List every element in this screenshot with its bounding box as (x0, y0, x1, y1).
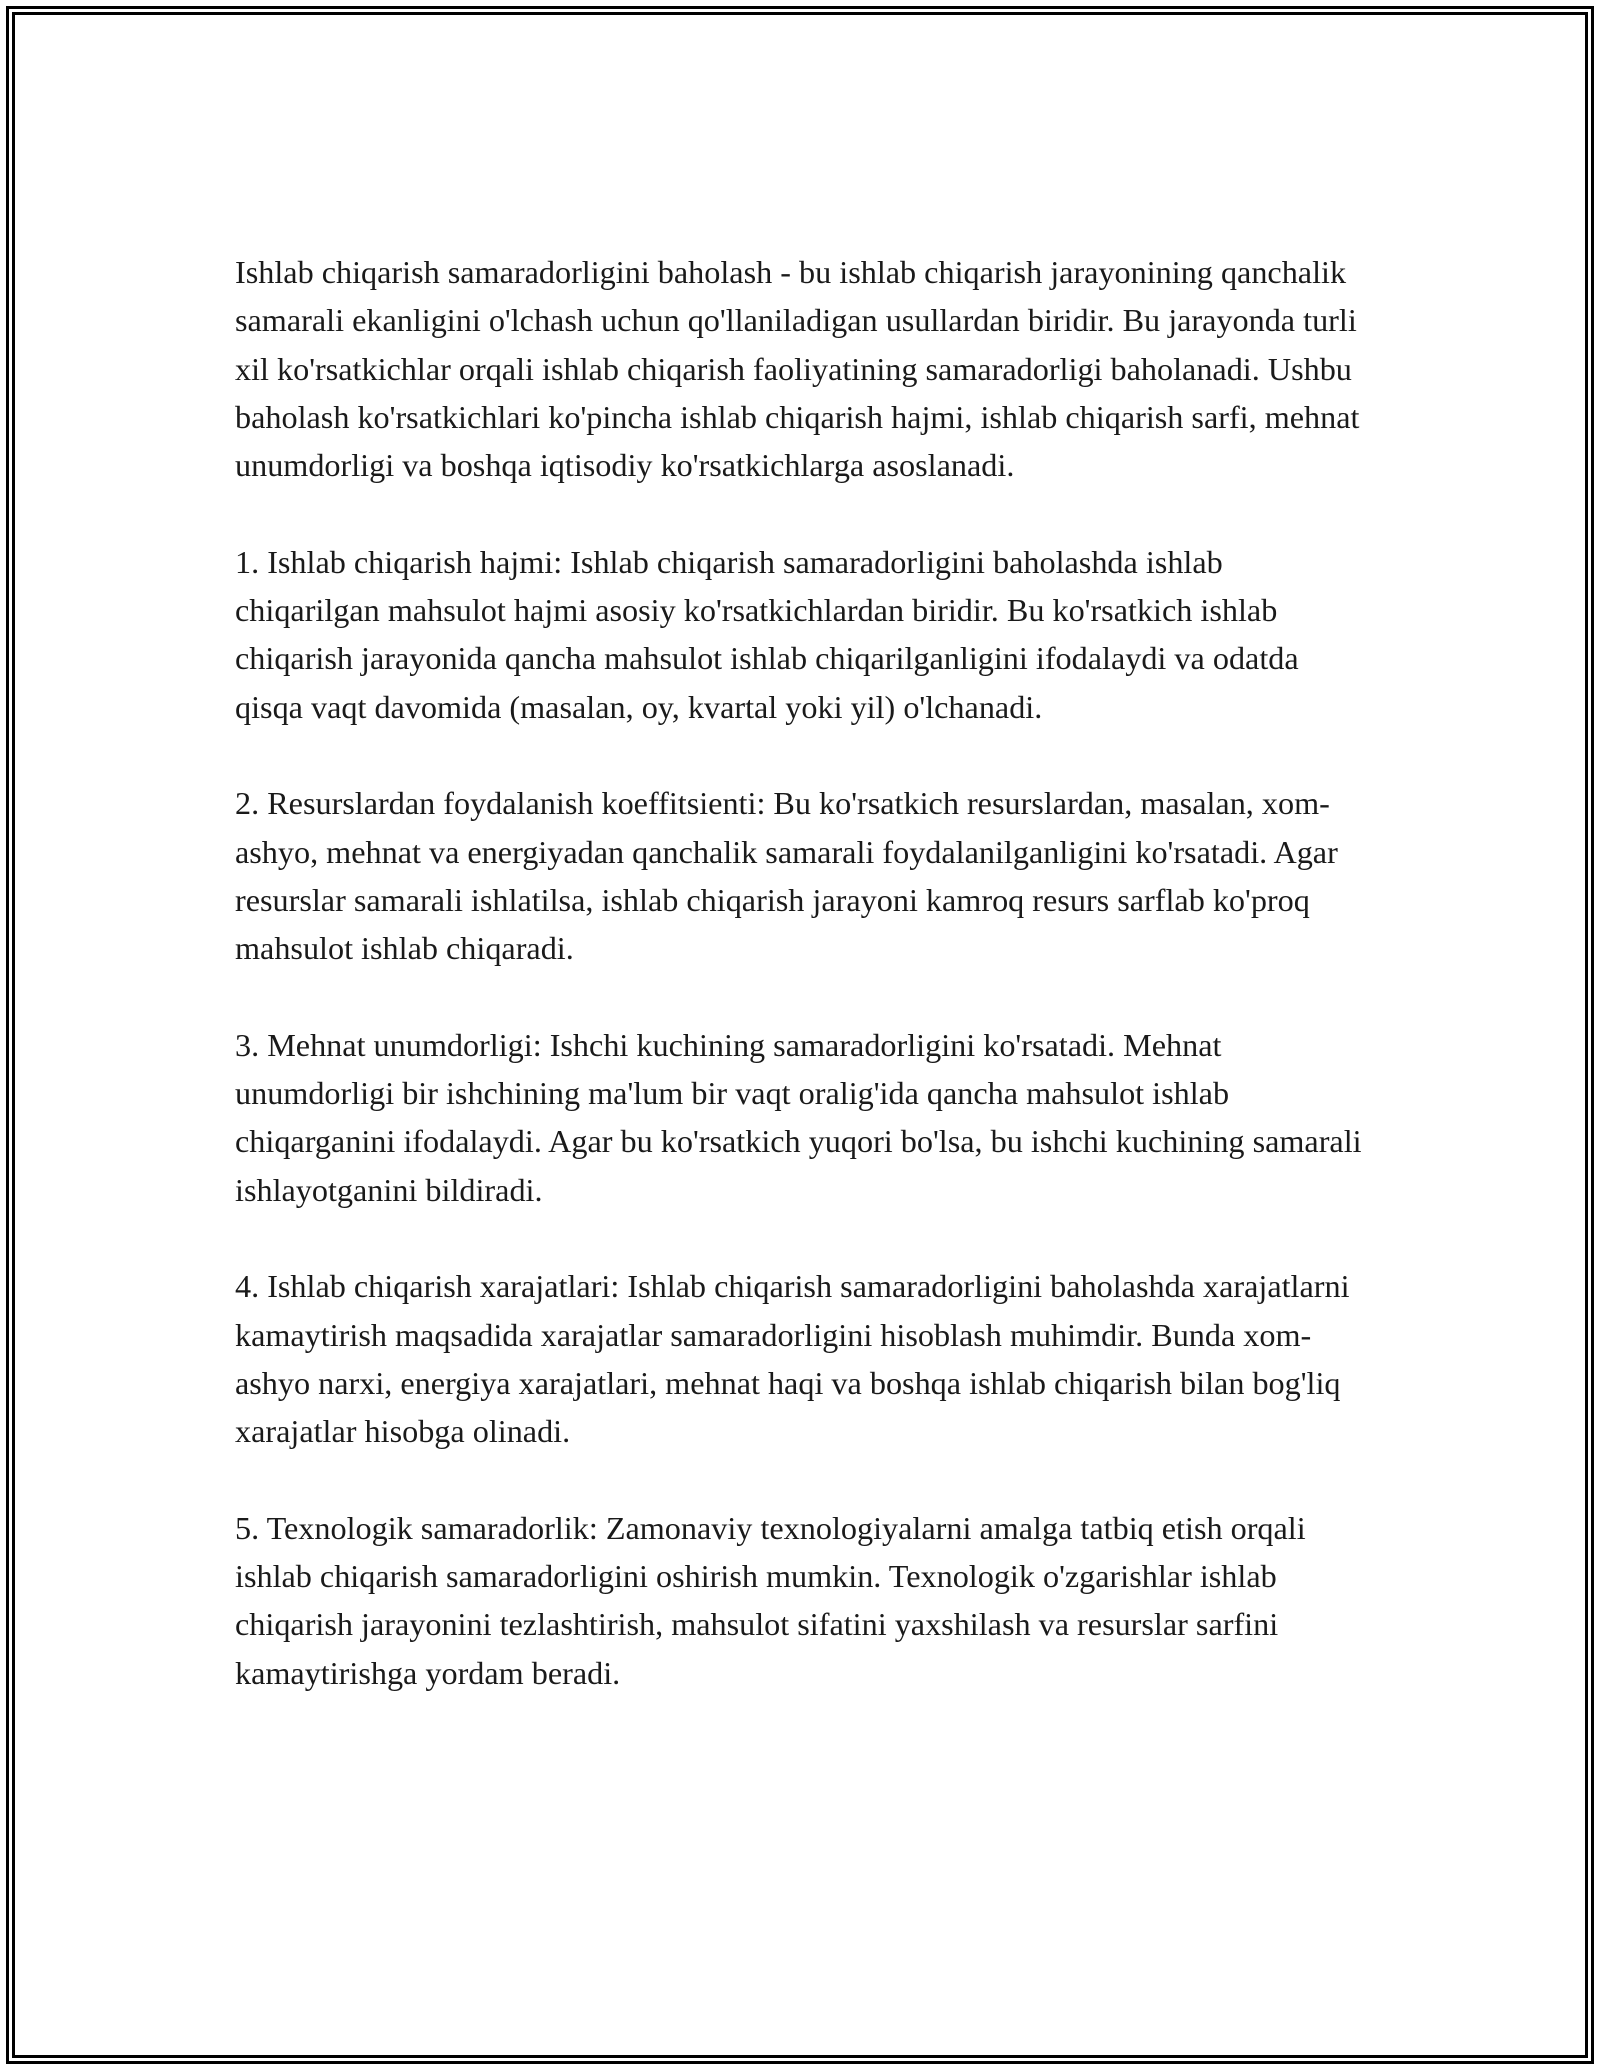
document-body (235, 248, 1370, 1697)
paragraph-production-costs: 4. Ishlab chiqarish xarajatlari: Ishlab chiqarish samaradorligini baholashda xarajatlarni kamaytirish maqsadida xarajatlar samaradorligini hisoblash muhimdir. Bunda xom-ashyo narxi, energiya xarajatlari, mehnat haqi va boshqa ishlab chiqarish bilan bog'liq xarajatlar hisobga olinadi. (235, 1268, 1350, 1450)
intro-paragraph: Ishlab chiqarish samaradorligini baholash - bu ishlab chiqarish jarayonining qanchalik samarali ekanligini o'lchash uchun qo'llaniladigan usullardan biridir. Bu jarayonda turli xil ko'rsatkichlar orqali ishlab chiqarish faoliyatining samaradorligi baholanadi. Ushbu baholash ko'rsatkichlari ko'pincha ishlab chiqarish hajmi, ishlab chiqarish sarfi, mehnat unumdorligi va boshqa iqtisodiy ko'rsatkichlarga asoslanadi. (235, 254, 1360, 484)
paragraph-resource-usage: 2. Resurslardan foydalanish koeffitsienti: Bu ko'rsatkich resurslardan, masalan, xom-ashyo, mehnat va energiyadan qanchalik samarali foydalanilganligini ko'rsatadi. Agar resurslar samarali ishlatilsa, ishlab chiqarish jarayoni kamroq resurs sarflab ko'proq mahsulot ishlab chiqaradi. (235, 785, 1338, 967)
paragraph-labor-productivity: 3. Mehnat unumdorligi: Ishchi kuchining samaradorligini ko'rsatadi. Mehnat unumdorligi bir ishchining ma'lum bir vaqt oralig'ida qancha mahsulot ishlab chiqarganini ifodalaydi. Agar bu ko'rsatkich yuqori bo'lsa, bu ishchi kuchining samarali ishlayotganini bildiradi. (235, 1026, 1362, 1208)
paragraph-production-volume: 1. Ishlab chiqarish hajmi: Ishlab chiqarish samaradorligini baholashda ishlab chiqarilgan mahsulot hajmi asosiy ko'rsatkichlardan biridir. Bu ko'rsatkich ishlab chiqarish jarayonida qancha mahsulot ishlab chiqarilganligini ifodalaydi va odatda qisqa vaqt davomida (masalan, oy, kvartal yoki yil) o'lchanadi. (235, 543, 1299, 725)
paragraph-technological-efficiency: 5. Texnologik samaradorlik: Zamonaviy texnologiyalarni amalga tatbiq etish orqali ishlab chiqarish samaradorligini oshirish mumkin. Texnologik o'zgarishlar ishlab chiqarish jarayonini tezlashtirish, mahsulot sifatini yaxshilash va resurslar sarfini kamaytirishga yordam beradi. (235, 1509, 1306, 1691)
